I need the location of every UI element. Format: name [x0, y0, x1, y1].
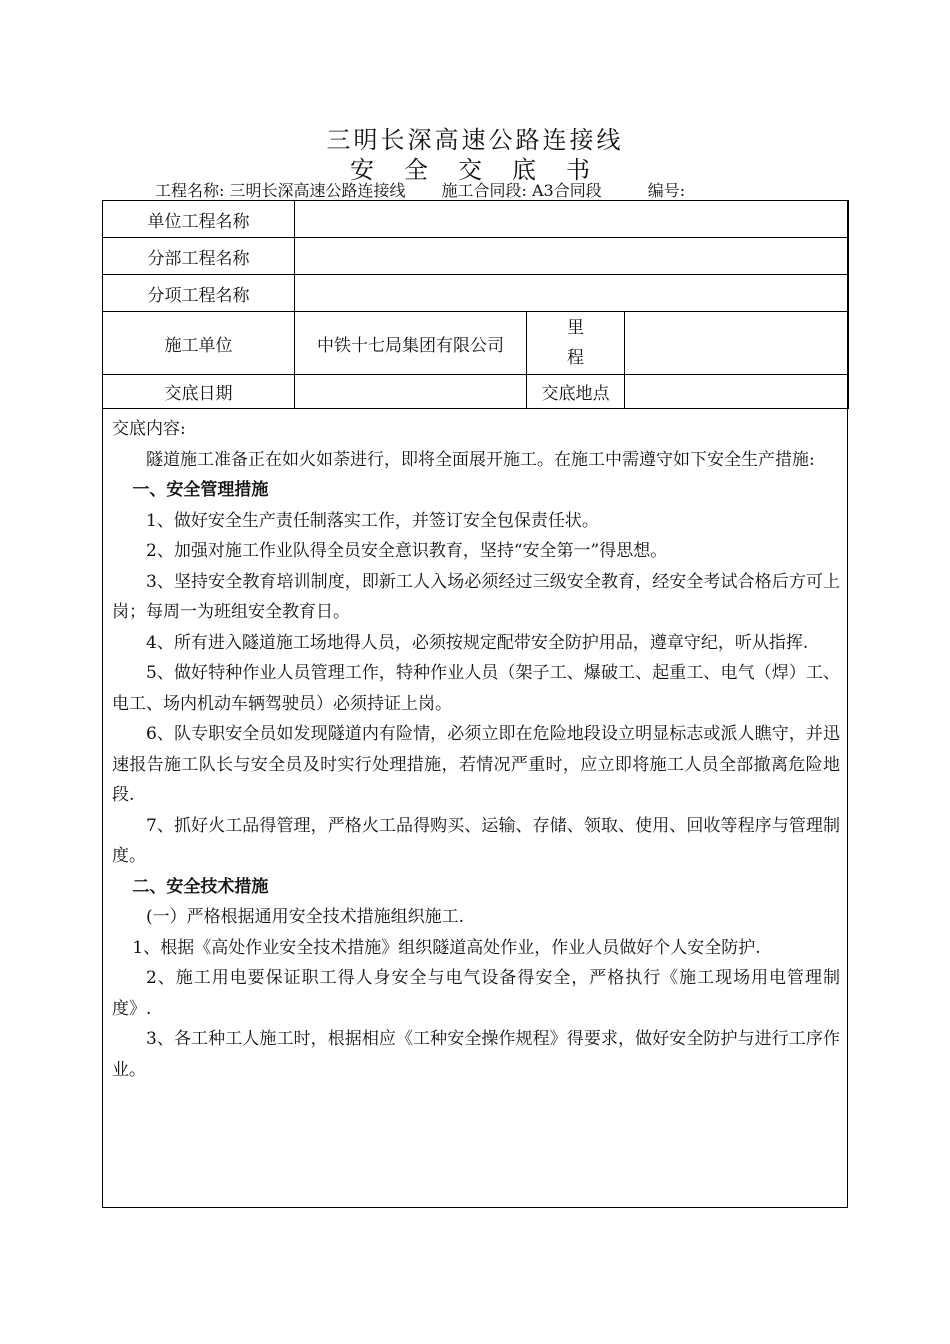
- unit-project-label: 单位工程名称: [103, 201, 295, 238]
- list-item: 4、所有进入隧道施工场地得人员，必须按规定配带安全防护用品，遵章守纪，听从指挥.: [146, 632, 809, 653]
- contract-section: 施工合同段: A3合同段: [441, 181, 602, 200]
- form-header-table: [102, 200, 849, 409]
- briefing-content: [112, 414, 840, 1085]
- header-meta: [155, 178, 685, 201]
- list-item: 2、加强对施工作业队得全员安全意识教育，坚持“安全第一”得思想。: [146, 541, 668, 561]
- list-item: 1、根据《高处作业安全技术措施》组织隧道高处作业，作业人员做好个人安全防护.: [132, 937, 761, 958]
- division-value[interactable]: [295, 238, 849, 275]
- section2-subtitle: (一）严格根据通用安全技术措施组织施工.: [146, 907, 465, 927]
- contractor-value[interactable]: 中铁十七局集团有限公司: [295, 312, 527, 375]
- row-unit-project: [103, 201, 849, 238]
- subitem-value[interactable]: [295, 275, 849, 312]
- list-item: 1、做好安全生产责任制落实工作，并签订安全包保责任状。: [146, 510, 599, 531]
- list-item: 5、做好特种作业人员管理工作，特种作业人员（架子工、爆破工、起重工、电气（焊）工、电工、场内机动车辆驾驶员）必须持证上岗。: [112, 663, 840, 714]
- document-number-label: 编号:: [647, 181, 686, 200]
- place-value[interactable]: [625, 375, 849, 409]
- row-contractor: [103, 312, 849, 375]
- mileage-label-line1: 里: [567, 318, 584, 338]
- subitem-label: 分项工程名称: [103, 275, 295, 312]
- content-heading: 交底内容:: [112, 419, 186, 439]
- section2-title: 二、安全技术措施: [132, 876, 269, 897]
- date-value[interactable]: [295, 375, 527, 409]
- document-subtitle: 安全交底书: [350, 156, 620, 184]
- content-intro: 隧道施工准备正在如火如荼进行，即将全面展开施工。在施工中需遵守如下安全生产措施:: [146, 449, 815, 470]
- unit-project-value[interactable]: [295, 201, 849, 238]
- division-label: 分部工程名称: [103, 238, 295, 275]
- row-date-place: [103, 375, 849, 409]
- document-title: 三明长深高速公路连接线: [326, 126, 624, 154]
- date-label: 交底日期: [103, 375, 295, 409]
- contractor-label: 施工单位: [103, 312, 295, 375]
- section1-title: 一、安全管理措施: [132, 480, 269, 500]
- list-item: 3、坚持安全教育培训制度，即新工人入场必须经过三级安全教育，经安全考试合格后方可上岗；每周一为班组安全教育日。: [112, 571, 840, 622]
- place-label: 交底地点: [527, 375, 625, 409]
- mileage-label-line2: 程: [567, 348, 584, 368]
- list-item: 3、各工种工人施工时，根据相应《工种安全操作规程》得要求，做好安全防护与进行工序作业。: [112, 1029, 840, 1080]
- project-name: 工程名称: 三明长深高速公路连接线: [155, 181, 406, 200]
- list-item: 7、抓好火工品得管理，严格火工品得购买、运输、存储、领取、使用、回收等程序与管理制度。: [112, 815, 840, 866]
- list-item: 6、队专职安全员如发现隧道内有险情，必须立即在危险地段设立明显标志或派人瞧守，并迅速报告施工队长与安全员及时实行处理措施，若情况严重时，应立即将施工人员全部撤离危险地段.: [112, 724, 840, 805]
- row-subitem: [103, 275, 849, 312]
- mileage-label: [527, 312, 625, 375]
- mileage-value[interactable]: [625, 312, 849, 375]
- row-division: [103, 238, 849, 275]
- list-item: 2、施工用电要保证职工得人身安全与电气设备得安全，严格执行《施工现场用电管理制度》.: [112, 968, 840, 1019]
